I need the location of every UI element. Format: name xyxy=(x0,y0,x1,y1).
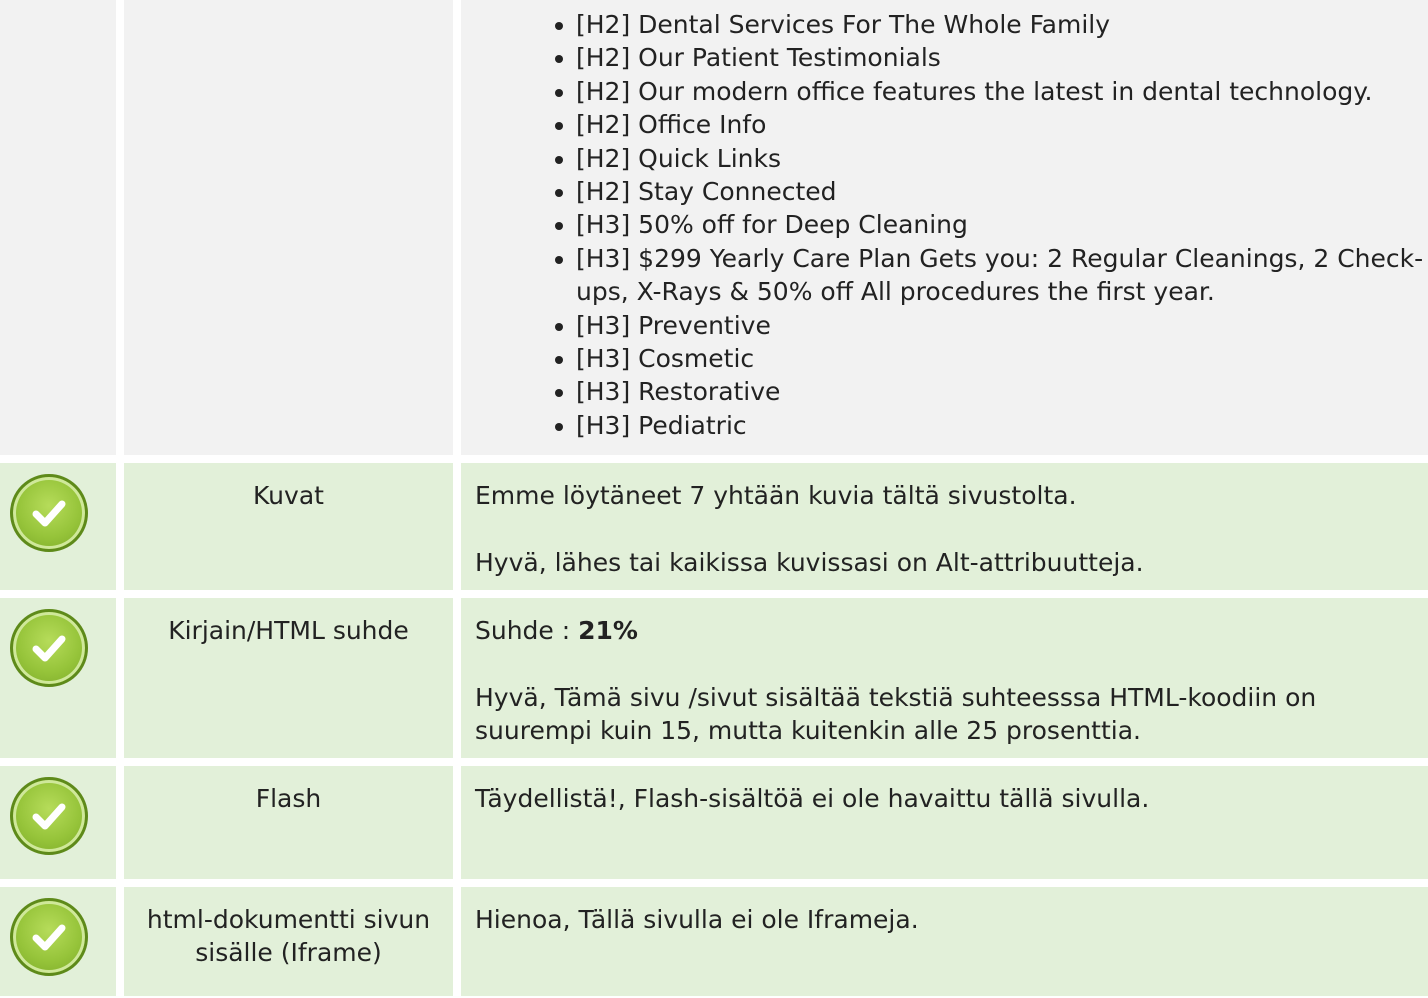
heading-item: [H2] Dental Services For The Whole Family xyxy=(553,8,1428,41)
ratio-value: 21% xyxy=(578,616,638,645)
row-gap xyxy=(0,455,1428,463)
ratio-prefix: Suhde : xyxy=(475,616,579,645)
headings-content-cell xyxy=(461,0,1428,455)
check-icon xyxy=(10,474,88,552)
check-icon xyxy=(10,609,88,687)
text-ratio-status-cell xyxy=(0,598,116,758)
images-alt-text: Hyvä, lähes tai kaikissa kuvissasi on Alt-attribuutteja. xyxy=(475,548,1144,577)
heading-item: [H2] Our modern office features the latest in dental technology. xyxy=(553,75,1428,108)
heading-item: [H3] $299 Yearly Care Plan Gets you: 2 Regular Cleanings, 2 Check-ups, X-Rays & 50% off All procedures the first year. xyxy=(553,242,1428,309)
text-ratio-explanation: Hyvä, Tämä sivu /sivut sisältää tekstiä suhteesssa HTML-koodiin on suurempi kuin 15, mutta kuitenkin alle 25 prosenttia. xyxy=(475,683,1317,745)
images-status-cell xyxy=(0,463,116,590)
row-gap xyxy=(0,879,1428,887)
row-gap xyxy=(0,758,1428,766)
iframe-status-cell xyxy=(0,887,116,996)
check-icon xyxy=(10,898,88,976)
headings-label-cell xyxy=(124,0,453,455)
flash-label: Flash xyxy=(124,766,453,879)
heading-item: [H2] Quick Links xyxy=(553,142,1428,175)
flash-content xyxy=(461,766,1428,879)
heading-item: [H2] Our Patient Testimonials xyxy=(553,41,1428,74)
headings-list xyxy=(553,8,1428,442)
heading-item: [H3] 50% off for Deep Cleaning xyxy=(553,208,1428,241)
text-ratio-label: Kirjain/HTML suhde xyxy=(124,598,453,758)
row-gap xyxy=(0,590,1428,598)
flash-text: Täydellistä!, Flash-sisältöä ei ole havaittu tällä sivulla. xyxy=(475,784,1150,813)
heading-item: [H2] Stay Connected xyxy=(553,175,1428,208)
text-ratio-content xyxy=(461,598,1428,758)
heading-item: [H3] Preventive xyxy=(553,309,1428,342)
heading-item: [H2] Office Info xyxy=(553,108,1428,141)
heading-item: [H3] Restorative xyxy=(553,375,1428,408)
iframe-content xyxy=(461,887,1428,996)
heading-item: [H3] Cosmetic xyxy=(553,342,1428,375)
iframe-text: Hienoa, Tällä sivulla ei ole Iframeja. xyxy=(475,905,919,934)
heading-item: [H3] Pediatric xyxy=(553,409,1428,442)
images-found-text: Emme löytäneet 7 yhtään kuvia tältä sivustolta. xyxy=(475,481,1077,510)
text-ratio-line xyxy=(475,614,1428,647)
images-content xyxy=(461,463,1428,590)
images-label: Kuvat xyxy=(124,463,453,590)
headings-icon-cell xyxy=(0,0,116,455)
iframe-label: html-dokumentti sivun sisälle (Iframe) xyxy=(124,887,453,996)
flash-status-cell xyxy=(0,766,116,879)
check-icon xyxy=(10,777,88,855)
